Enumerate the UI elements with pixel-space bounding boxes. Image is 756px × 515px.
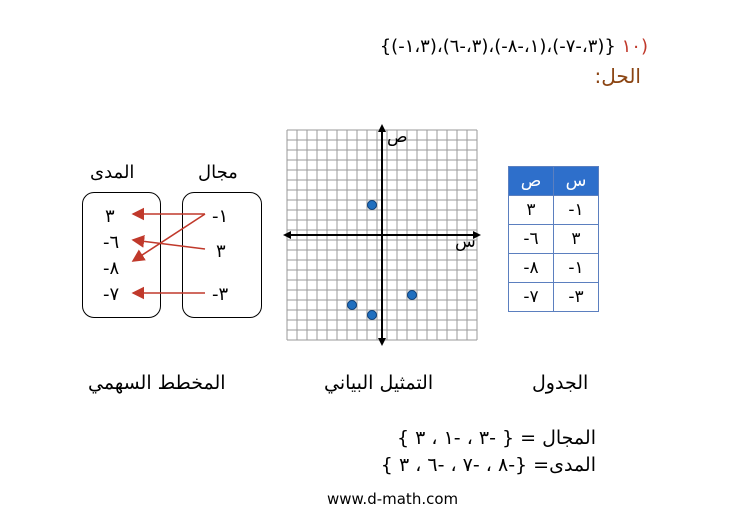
data-point	[368, 311, 377, 320]
domain-item: -٣	[212, 284, 229, 305]
table-row	[509, 196, 599, 225]
caption-graph: التمثيل البياني	[324, 372, 434, 394]
table-cell-y: -٧	[509, 283, 554, 312]
data-point	[348, 301, 357, 310]
table-cell-y: -٨	[509, 254, 554, 283]
table-row	[509, 283, 599, 312]
table-cell-x: -٣	[554, 283, 599, 312]
solution-label: الحل:	[594, 64, 641, 88]
y-axis-arrow-down	[378, 338, 386, 346]
table-row	[509, 225, 599, 254]
problem-set: {(-١،٣)،(٣،-٦)،(-١،-٨)،(-٣،-٧)}	[379, 36, 616, 57]
range-item: ٣	[105, 206, 115, 227]
axes	[283, 124, 481, 346]
xy-table	[508, 166, 599, 312]
range-title: المدى	[90, 162, 135, 183]
domain-item: -١	[212, 206, 229, 227]
table-cell-y: -٦	[509, 225, 554, 254]
range-item: -٨	[103, 258, 120, 279]
graph-y-label: ص	[387, 127, 408, 147]
problem-number: ١٠)	[621, 36, 648, 57]
y-axis-arrow-up	[378, 124, 386, 132]
domain-answer: المجال = { -٣ ، -١ ، ٣ }	[397, 427, 596, 449]
table-cell-x: -١	[554, 254, 599, 283]
table-cell-x: -١	[554, 196, 599, 225]
data-point	[368, 201, 377, 210]
caption-table: الجدول	[532, 372, 589, 394]
range-set-box	[82, 192, 161, 318]
table-row	[509, 254, 599, 283]
table-cell-x: ٣	[554, 225, 599, 254]
website-url: www.d-math.com	[327, 490, 459, 508]
caption-arrow-diagram: المخطط السهمي	[88, 372, 226, 394]
table-cell-y: ٣	[509, 196, 554, 225]
coordinate-graph	[287, 130, 477, 340]
range-item: -٦	[103, 232, 120, 253]
domain-title: مجال	[198, 162, 238, 183]
table-header-y: ص	[509, 167, 554, 196]
problem-statement	[380, 36, 648, 57]
domain-item: ٣	[216, 241, 226, 262]
range-answer: المدى= {-٨ ، -٧ ، -٦ ، ٣ }	[380, 454, 596, 476]
table-header-row	[509, 167, 599, 196]
graph-x-label: س	[455, 232, 476, 252]
range-item: -٧	[103, 284, 120, 305]
table-header-x: س	[554, 167, 599, 196]
data-point	[408, 291, 417, 300]
